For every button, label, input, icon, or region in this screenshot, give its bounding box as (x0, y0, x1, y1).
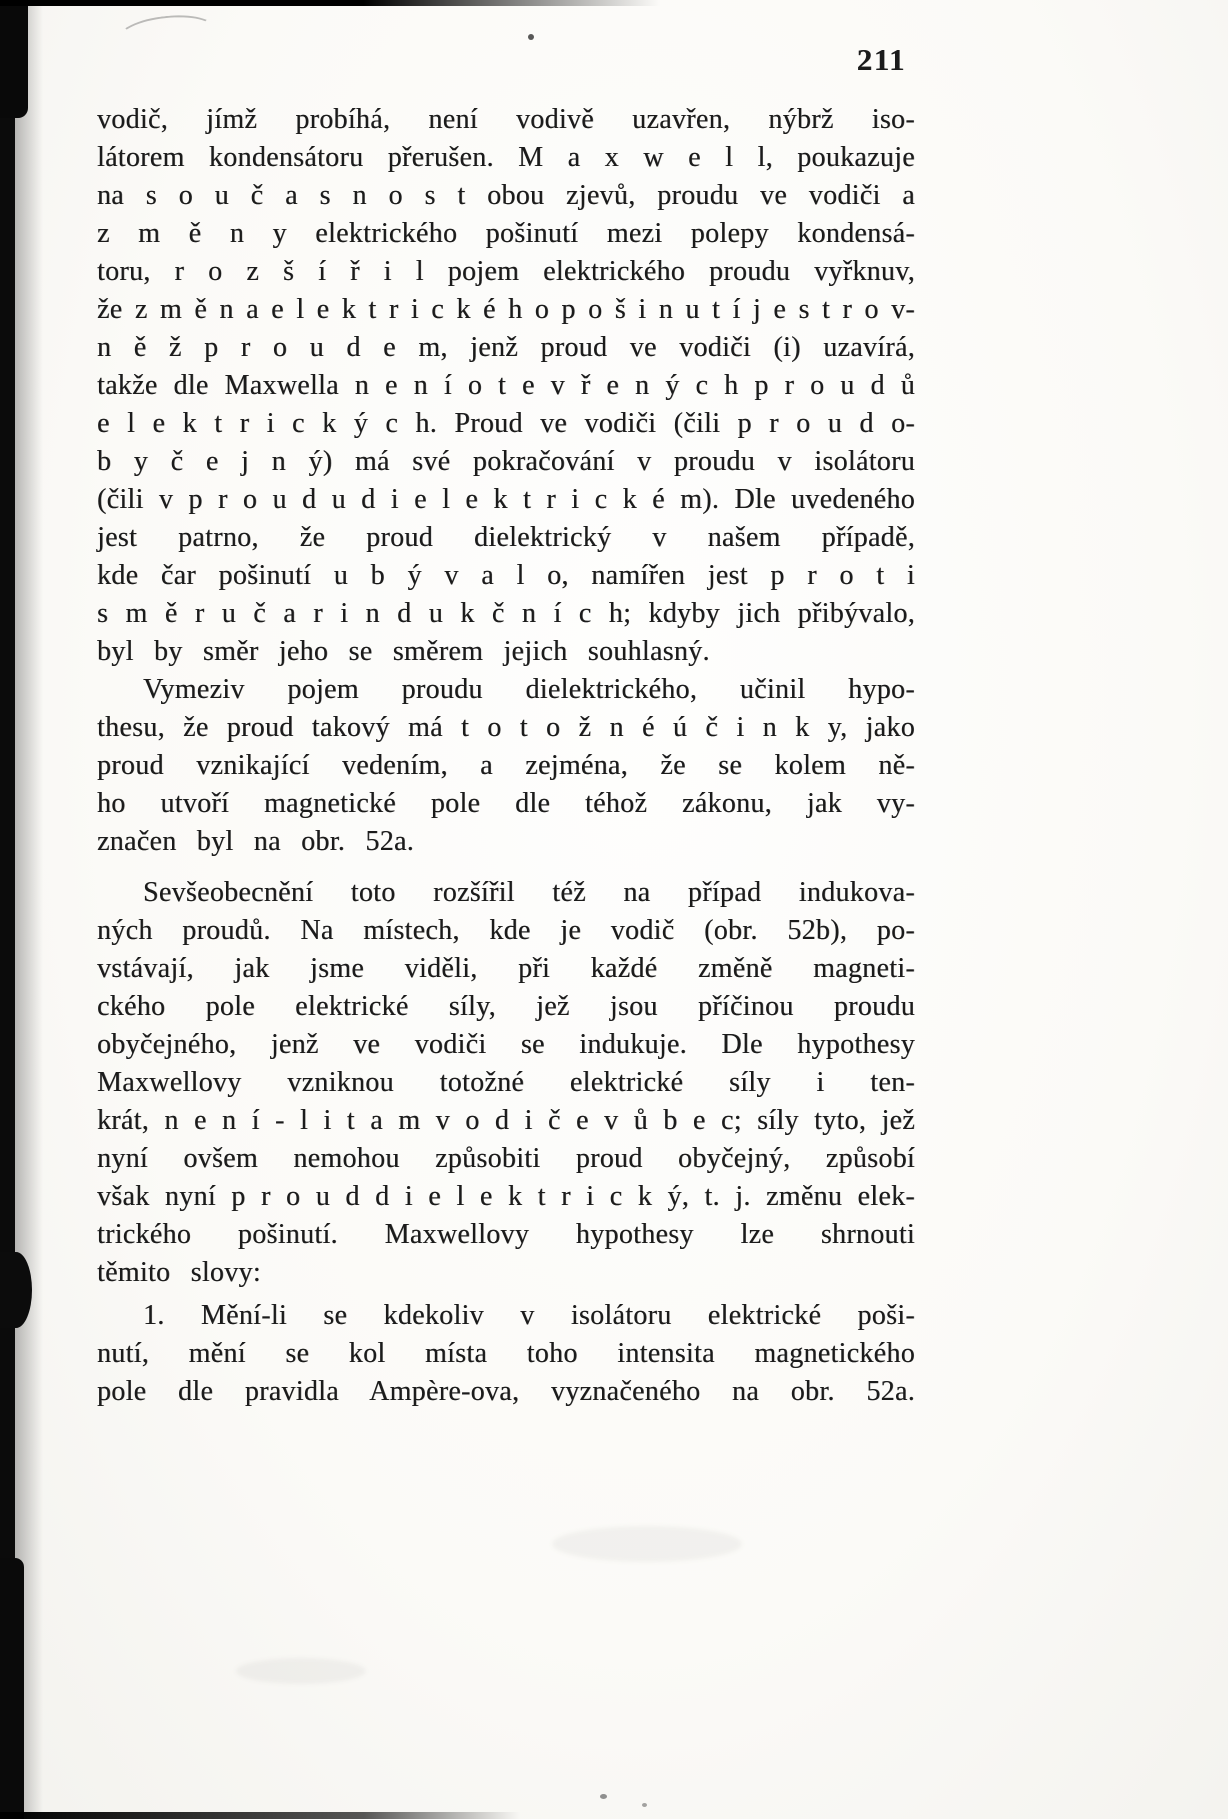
text-line: takže dle Maxwella n e n í o t e v ř e n ý c h p r o u d ů (97, 370, 915, 401)
paper-smudge (236, 1658, 366, 1684)
ink-speck (642, 1803, 647, 1807)
text-line: ných proudů. Na místech, kde je vodič (obr. 52b), po- (97, 915, 915, 946)
text-line: však nyní p r o u d d i e l e k t r i c k ý, t. j. změnu elek- (97, 1181, 915, 1212)
text-line: trického pošinutí. Maxwellovy hypothesy lze shrnouti (97, 1219, 915, 1250)
text-line: vstávají, jak jsme viděli, při každé změně magneti- (97, 953, 915, 984)
text-line: thesu, že proud takový má t o t o ž n é ú č i n k y, jako (97, 712, 915, 743)
text-line: z m ě n y elektrického pošinutí mezi polepy kondensá- (97, 218, 915, 249)
text-line: b y č e j n ý) má své pokračování v proudu v isolátoru (97, 446, 915, 477)
paragraph (97, 101, 915, 671)
text-line: jest patrno, že proud dielektrický v našem případě, (97, 522, 915, 553)
binding-edge (0, 0, 15, 1819)
text-line: ckého pole elektrické síly, jež jsou příčinou proudu (97, 991, 915, 1022)
text-column (97, 101, 915, 1411)
text-line: Vymeziv pojem proudu dielektrického, učinil hypo- (143, 674, 915, 705)
paragraph (97, 874, 915, 1292)
text-line: krát, n e n í - l i t a m v o d i č e v ů b e c; síly tyto, jež (97, 1105, 915, 1136)
text-line: vodič, jímž probíhá, není vodivě uzavřen, nýbrž iso- (97, 104, 915, 135)
text-line: obyčejného, jenž ve vodiči se indukuje. Dle hypothesy (97, 1029, 915, 1060)
text-line: značen byl na obr. 52a. (97, 826, 415, 857)
text-line: těmito slovy: (97, 1257, 261, 1288)
text-line: Maxwellovy vzniknou totožné elektrické síly i ten- (97, 1067, 915, 1098)
text-line: (čili v p r o u d u d i e l e k t r i c k é m). Dle uvedeného (97, 484, 915, 515)
text-line: látorem kondensátoru přerušen. M a x w e l l, poukazuje (97, 142, 915, 173)
scan-edge-bottom (0, 1812, 520, 1819)
ink-dot (528, 34, 534, 40)
text-line: 1. Mění-li se kdekoliv v isolátoru elektrické poši- (143, 1300, 915, 1331)
text-line: ho utvoří magnetické pole dle téhož zákonu, jak vy- (97, 788, 915, 819)
binding-ink-blob (0, 1252, 32, 1328)
text-line: toru, r o z š í ř i l pojem elektrického proudu vyřknuv, (97, 256, 915, 287)
paragraph (97, 1297, 915, 1411)
text-line: s m ě r u č a r i n d u k č n í c h; kdyby jich přibývalo, (97, 598, 915, 629)
text-line: Sevšeobecnění toto rozšířil též na případ indukova- (143, 877, 915, 908)
text-line: na s o u č a s n o s t obou zjevů, proudu ve vodiči a (97, 180, 915, 211)
text-line: kde čar pošinutí u b ý v a l o, namířen jest p r o t i (97, 560, 915, 591)
text-line: nyní ovšem nemohou způsobiti proud obyčejný, způsobí (97, 1143, 915, 1174)
binding-shadow (15, 0, 43, 1819)
paragraph (97, 671, 915, 861)
ink-speck (600, 1794, 607, 1799)
text-line: proud vznikající vedením, a zejména, že se kolem ně- (97, 750, 915, 781)
text-line: že z m ě n a e l e k t r i c k é h o p o š i n u t í j e s t r o v- (97, 294, 915, 325)
text-line: n ě ž p r o u d e m, jenž proud ve vodiči (i) uzavírá, (97, 332, 915, 363)
paper-smudge (552, 1526, 742, 1562)
pencil-mark (116, 11, 217, 57)
text-line: e l e k t r i c k ý c h. Proud ve vodiči (čili p r o u d o- (97, 408, 915, 439)
binding-corner-bottom (0, 1558, 24, 1819)
scan-edge-top (0, 0, 660, 6)
page-number: 211 (856, 42, 906, 77)
text-line: nutí, mění se kol místa toho intensita magnetického (97, 1338, 915, 1369)
text-line: pole dle pravidla Ampère-ova, vyznačeného na obr. 52a. (97, 1376, 915, 1407)
text-line: byl by směr jeho se směrem jejich souhlasný. (97, 636, 710, 667)
binding-corner-top (0, 0, 28, 118)
